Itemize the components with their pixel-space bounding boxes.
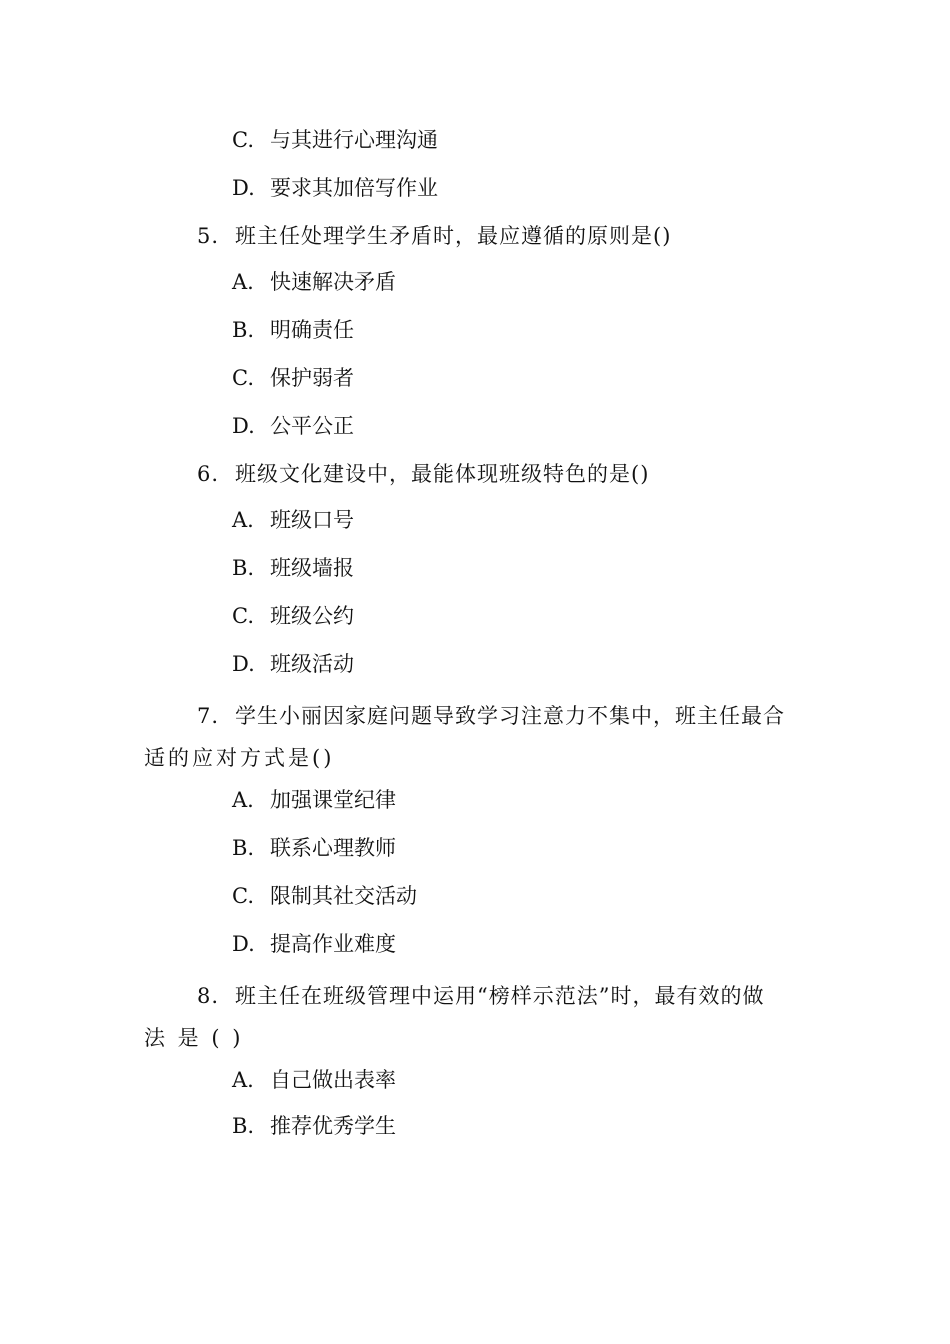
option-label: D. [232, 652, 255, 676]
option-text: 班级公约 [270, 604, 354, 628]
option-text: 班级墙报 [270, 556, 354, 580]
option-label: D. [232, 932, 255, 956]
question-text: 法 是 ( ) [144, 1026, 244, 1050]
option-label: D. [232, 414, 255, 438]
option-label: C. [232, 128, 254, 152]
option-text: 公平公正 [270, 414, 354, 438]
answer-option [232, 126, 438, 154]
option-label: C. [232, 604, 254, 628]
option-text: 自己做出表率 [270, 1068, 396, 1092]
answer-option [232, 268, 396, 296]
option-text: 班级口号 [270, 508, 354, 532]
option-label: C. [232, 884, 254, 908]
answer-option [232, 364, 354, 392]
answer-option [232, 554, 354, 582]
answer-option [232, 412, 354, 440]
question-line [197, 460, 649, 488]
answer-option [232, 316, 354, 344]
option-label: B. [232, 836, 255, 860]
question-number: 8. [197, 984, 220, 1008]
option-label: B. [232, 1114, 255, 1138]
option-text: 推荐优秀学生 [270, 1114, 396, 1138]
question-text: 班级文化建设中，最能体现班级特色的是() [235, 462, 650, 486]
option-label: C. [232, 366, 254, 390]
option-label: B. [232, 556, 255, 580]
question-continuation [144, 744, 334, 772]
option-text: 限制其社交活动 [270, 884, 417, 908]
option-label: A. [232, 270, 254, 294]
option-text: 加强课堂纪律 [270, 788, 396, 812]
option-label: A. [232, 1068, 254, 1092]
question-line [197, 702, 785, 730]
option-text: 联系心理教师 [270, 836, 396, 860]
answer-option [232, 786, 396, 814]
question-number: 6. [197, 462, 220, 486]
question-number: 5. [197, 224, 220, 248]
question-line [197, 222, 671, 250]
option-text: 班级活动 [270, 652, 354, 676]
option-text: 明确责任 [270, 318, 354, 342]
answer-option [232, 1112, 396, 1140]
option-label: A. [232, 788, 254, 812]
option-label: B. [232, 318, 255, 342]
option-text: 与其进行心理沟通 [270, 128, 438, 152]
option-label: D. [232, 176, 255, 200]
answer-option [232, 1066, 396, 1094]
question-text: 适的应对方式是() [144, 746, 335, 770]
question-continuation [144, 1024, 243, 1052]
question-text: 班主任在班级管理中运用“榜样示范法”时，最有效的做 [235, 984, 765, 1008]
answer-option [232, 174, 438, 202]
answer-option [232, 650, 354, 678]
question-line [197, 982, 764, 1010]
option-label: A. [232, 508, 254, 532]
option-text: 提高作业难度 [270, 932, 396, 956]
question-text: 学生小丽因家庭问题导致学习注意力不集中，班主任最合 [235, 704, 785, 728]
answer-option [232, 930, 396, 958]
question-text: 班主任处理学生矛盾时，最应遵循的原则是() [235, 224, 672, 248]
answer-option [232, 602, 354, 630]
option-text: 保护弱者 [270, 366, 354, 390]
answer-option [232, 882, 417, 910]
answer-option [232, 834, 396, 862]
option-text: 要求其加倍写作业 [270, 176, 438, 200]
answer-option [232, 506, 354, 534]
option-text: 快速解决矛盾 [270, 270, 396, 294]
question-number: 7. [197, 704, 220, 728]
